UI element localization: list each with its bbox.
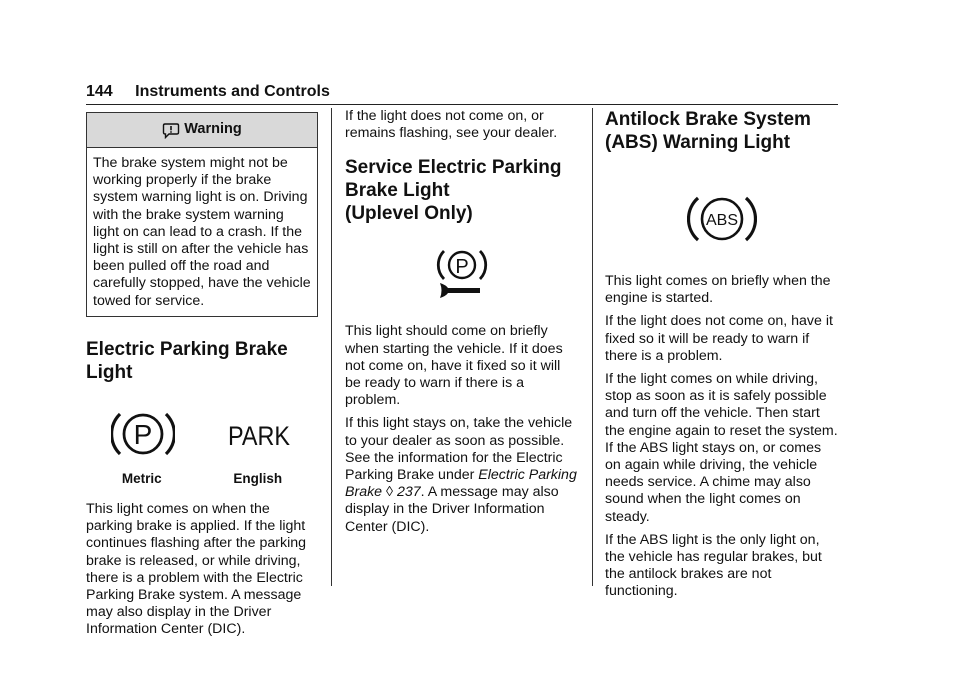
column-1 xyxy=(86,112,318,645)
parking-icon-row xyxy=(86,404,318,464)
electric-parking-heading xyxy=(86,338,318,384)
warning-box xyxy=(86,112,318,317)
electric-parking-para2: If the light does not come on, or remains flashing, see your dealer. xyxy=(345,108,558,142)
abs-heading xyxy=(605,108,839,154)
warning-header xyxy=(87,113,317,148)
abs-para1: This light comes on briefly when the engine is started. xyxy=(605,273,831,307)
page-header xyxy=(86,82,838,102)
abs-para4: If the ABS light is the only light on, the vehicle has regular brakes, but the antilock brakes are not functioning. xyxy=(605,531,822,600)
warning-title: Warning xyxy=(184,121,242,138)
service-para2-end: . A message may also display in the Driver Information Center (DIC). xyxy=(345,484,559,535)
parking-english-text: PARK xyxy=(228,420,290,451)
column-divider-2 xyxy=(592,108,593,586)
warning-icon xyxy=(162,122,180,139)
caption-metric: Metric xyxy=(121,470,162,486)
service-para2-start: If this light stays on, take the vehicle to your dealer as soon as possible. See the information for the Electric Parking Brake under xyxy=(345,415,573,484)
page-ref-arrow-icon: ◊ xyxy=(386,484,394,501)
service-parking-brake-icon xyxy=(432,247,492,303)
service-parking-heading-line3: (Uplevel Only) xyxy=(345,203,473,225)
header-rule xyxy=(86,104,838,105)
page-ref-number[interactable]: 237 xyxy=(396,484,421,501)
service-parking-para1: This light should come on briefly when starting the vehicle. If it does not come on, have it fixed so it will be ready to warn if there is a problem. xyxy=(345,323,563,409)
parking-metric-letter: P xyxy=(133,418,153,450)
service-parking-letter: P xyxy=(455,256,469,279)
parking-brake-metric-icon xyxy=(111,407,175,461)
section-title: Instruments and Controls xyxy=(135,83,330,100)
abs-heading-line2: (ABS) Warning Light xyxy=(605,132,791,153)
abs-para3: If the light comes on while driving, stop as soon as it is safely possible and turn off the vehicle. Then start the engine again to reset the system. If the ABS light stays on, or comes on again while driving, the vehicle needs service. A chime may also sound when the light comes on steady. xyxy=(605,371,838,525)
electric-parking-heading-line2: Light xyxy=(86,361,133,383)
column-2 xyxy=(345,108,579,542)
electric-parking-heading-line1: Electric Parking Brake xyxy=(86,338,288,360)
service-parking-heading-line2: Brake Light xyxy=(345,180,450,202)
abs-icon-text: ABS xyxy=(706,212,738,229)
icon-captions xyxy=(86,470,318,487)
column-divider-1 xyxy=(331,108,332,586)
service-icon-row xyxy=(345,247,579,311)
electric-parking-brake-link[interactable]: Electric Parking Brake xyxy=(345,467,577,501)
parking-brake-english-icon xyxy=(225,414,293,454)
caption-english: English xyxy=(233,470,283,486)
abs-heading-line1: Antilock Brake System xyxy=(605,109,811,130)
service-parking-para2 xyxy=(345,415,579,535)
service-parking-heading xyxy=(345,156,579,225)
abs-icon-row xyxy=(605,192,839,254)
column-3 xyxy=(605,108,839,607)
abs-warning-icon xyxy=(687,192,757,246)
service-parking-heading-line1: Service Electric Parking xyxy=(345,157,562,179)
warning-text: The brake system might not be working properly if the brake system warning light is on. Driving with the brake system warning light on can lead to a crash. If the light is still on after the vehicle has been pulled off the road and carefully stopped, have the vehicle towed for service. xyxy=(93,155,311,309)
abs-para2: If the light does not come on, have it fixed so it will be ready to warn if there is a problem. xyxy=(605,313,833,364)
electric-parking-para1: This light comes on when the parking brake is applied. If the light continues flashing after the parking brake is released, or while driving, there is a problem with the Electric Parking Brake system. A message may also display in the Driver Information Center (DIC). xyxy=(86,501,307,638)
page-number: 144 xyxy=(86,83,113,100)
